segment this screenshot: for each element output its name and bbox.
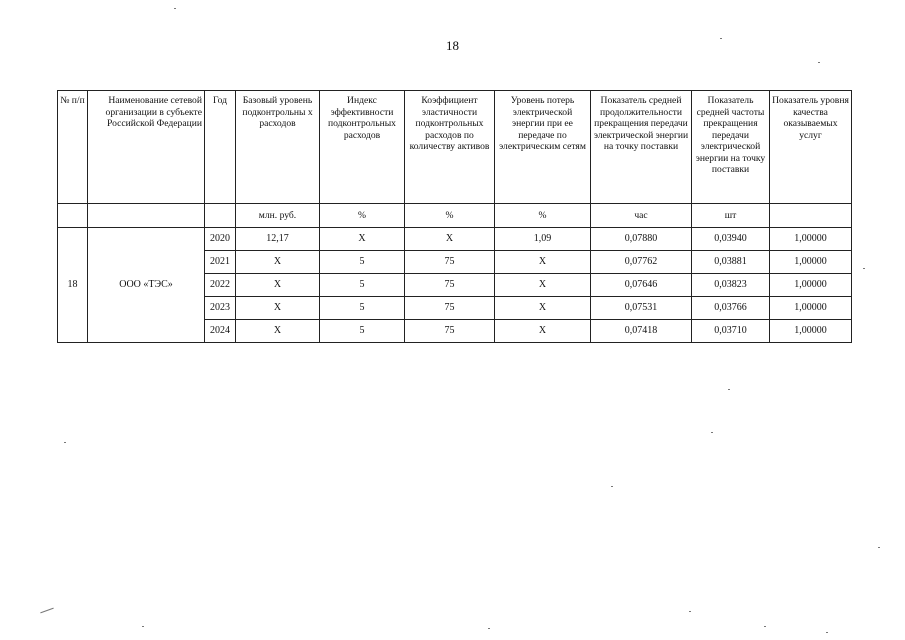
efficiency-index-cell: 5 <box>320 251 405 274</box>
scan-speck <box>826 632 828 633</box>
scan-speck <box>764 626 766 627</box>
header-energy-losses: Уровень потерь электрической энергии при ее передаче по электрическим сетям <box>495 91 591 204</box>
units-blank-year <box>205 204 236 228</box>
tariff-parameters-table <box>57 90 852 343</box>
year-cell: 2021 <box>205 251 236 274</box>
year-cell: 2024 <box>205 320 236 343</box>
header-interruption-duration: Показатель средней продолжительности прекращения передачи электрической энергии на точку поставки <box>591 91 692 204</box>
base-costs-cell: 12,17 <box>236 228 320 251</box>
scan-speck <box>728 389 730 390</box>
unit-base-costs: млн. руб. <box>236 204 320 228</box>
unit-service-quality <box>770 204 852 228</box>
header-base-costs: Базовый уровень подконтрольны х расходов <box>236 91 320 204</box>
scan-speck <box>711 432 713 433</box>
service-quality-cell: 1,00000 <box>770 251 852 274</box>
energy-losses-cell: X <box>495 320 591 343</box>
units-row <box>58 204 852 228</box>
header-service-quality: Показатель уровня качества оказываемых услуг <box>770 91 852 204</box>
service-quality-cell: 1,00000 <box>770 297 852 320</box>
energy-losses-cell: 1,09 <box>495 228 591 251</box>
service-quality-cell: 1,00000 <box>770 320 852 343</box>
interruption-duration-cell: 0,07418 <box>591 320 692 343</box>
scan-speck <box>863 268 865 269</box>
organization-cell: ООО «ТЭС» <box>88 228 205 343</box>
year-cell: 2020 <box>205 228 236 251</box>
scan-speck <box>40 608 53 614</box>
elasticity-coefficient-cell: 75 <box>405 274 495 297</box>
year-cell: 2022 <box>205 274 236 297</box>
scan-speck <box>64 442 66 443</box>
service-quality-cell: 1,00000 <box>770 274 852 297</box>
scan-speck <box>689 611 691 612</box>
interruption-frequency-cell: 0,03881 <box>692 251 770 274</box>
year-cell: 2023 <box>205 297 236 320</box>
unit-energy-losses: % <box>495 204 591 228</box>
units-blank-organization <box>88 204 205 228</box>
header-interruption-frequency: Показатель средней частоты прекращения передачи электрической энергии на точку поставки <box>692 91 770 204</box>
header-year: Год <box>205 91 236 204</box>
scan-speck <box>878 547 880 548</box>
page-number: 18 <box>446 38 459 53</box>
scan-speck <box>818 62 820 63</box>
header-row <box>58 91 852 204</box>
scan-speck <box>720 38 722 39</box>
base-costs-cell: X <box>236 274 320 297</box>
interruption-duration-cell: 0,07531 <box>591 297 692 320</box>
efficiency-index-cell: 5 <box>320 320 405 343</box>
interruption-duration-cell: 0,07880 <box>591 228 692 251</box>
scan-speck <box>142 626 144 627</box>
header-organization: Наименование сетевой организации в субъекте Российской Федерации <box>88 91 205 204</box>
elasticity-coefficient-cell: 75 <box>405 251 495 274</box>
elasticity-coefficient-cell: X <box>405 228 495 251</box>
interruption-frequency-cell: 0,03823 <box>692 274 770 297</box>
service-quality-cell: 1,00000 <box>770 228 852 251</box>
scan-speck <box>488 628 490 629</box>
base-costs-cell: X <box>236 251 320 274</box>
efficiency-index-cell: X <box>320 228 405 251</box>
scan-speck <box>174 8 176 9</box>
efficiency-index-cell: 5 <box>320 297 405 320</box>
header-row-number: № п/п <box>58 91 88 204</box>
efficiency-index-cell: 5 <box>320 274 405 297</box>
interruption-frequency-cell: 0,03766 <box>692 297 770 320</box>
energy-losses-cell: X <box>495 251 591 274</box>
interruption-duration-cell: 0,07646 <box>591 274 692 297</box>
elasticity-coefficient-cell: 75 <box>405 297 495 320</box>
energy-losses-cell: X <box>495 297 591 320</box>
unit-interruption-frequency: шт <box>692 204 770 228</box>
energy-losses-cell: X <box>495 274 591 297</box>
table-row <box>58 228 852 251</box>
header-efficiency-index: Индекс эффективности подконтрольных расходов <box>320 91 405 204</box>
base-costs-cell: X <box>236 297 320 320</box>
row-number-cell: 18 <box>58 228 88 343</box>
interruption-frequency-cell: 0,03710 <box>692 320 770 343</box>
base-costs-cell: X <box>236 320 320 343</box>
units-blank-number <box>58 204 88 228</box>
header-elasticity-coefficient: Коэффициент эластичности подконтрольных расходов по количеству активов <box>405 91 495 204</box>
unit-interruption-duration: час <box>591 204 692 228</box>
scan-speck <box>611 486 613 487</box>
elasticity-coefficient-cell: 75 <box>405 320 495 343</box>
interruption-duration-cell: 0,07762 <box>591 251 692 274</box>
unit-elasticity-coefficient: % <box>405 204 495 228</box>
interruption-frequency-cell: 0,03940 <box>692 228 770 251</box>
unit-efficiency-index: % <box>320 204 405 228</box>
